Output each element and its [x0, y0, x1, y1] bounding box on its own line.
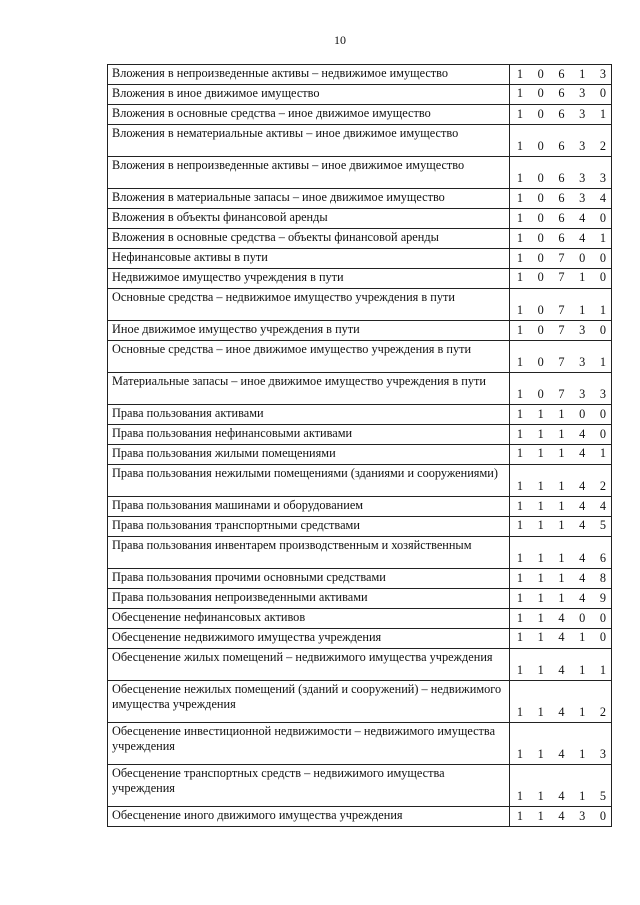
table-row — [108, 589, 612, 609]
table-row — [108, 629, 612, 649]
code-digit: 1 — [558, 446, 565, 460]
code-digit: 2 — [599, 139, 607, 153]
code-digit: 0 — [537, 323, 544, 337]
account-code-cell — [510, 629, 612, 649]
code-digit: 0 — [599, 211, 607, 225]
account-code-cell — [510, 289, 612, 321]
account-name-cell: Вложения в основные средства – иное движимое имущество — [108, 105, 510, 125]
code-digit: 1 — [516, 518, 524, 532]
code-digit: 1 — [537, 446, 544, 460]
code-digit: 1 — [537, 427, 544, 441]
accounts-table-body — [108, 65, 612, 827]
account-code-cell — [510, 497, 612, 517]
account-name-cell: Обесценение нежилых помещений (зданий и сооружений) – недвижимого имущества учреждения — [108, 681, 510, 723]
code-digit: 1 — [516, 303, 524, 317]
account-name-cell: Права пользования машинами и оборудованием — [108, 497, 510, 517]
code-digit: 0 — [537, 387, 544, 401]
code-digit: 1 — [579, 270, 586, 284]
account-code-cell — [510, 229, 612, 249]
account-code-cell — [510, 269, 612, 289]
code-digit: 1 — [516, 611, 524, 625]
code-digit: 1 — [537, 499, 544, 513]
code-digit: 7 — [558, 323, 565, 337]
account-code-cell — [510, 517, 612, 537]
code-digit: 3 — [579, 323, 586, 337]
code-digit: 4 — [599, 191, 607, 205]
table-row — [108, 125, 612, 157]
account-name-cell: Обесценение нефинансовых активов — [108, 609, 510, 629]
code-digit: 1 — [537, 571, 544, 585]
code-digit: 4 — [558, 705, 565, 719]
account-name-cell: Права пользования нефинансовыми активами — [108, 425, 510, 445]
code-digit: 1 — [537, 518, 544, 532]
table-row — [108, 445, 612, 465]
code-digit: 0 — [537, 86, 544, 100]
account-code — [510, 86, 611, 101]
code-digit: 1 — [599, 231, 607, 245]
code-digit: 1 — [516, 789, 524, 803]
code-digit: 1 — [579, 67, 586, 81]
account-name-cell: Вложения в объекты финансовой аренды — [108, 209, 510, 229]
account-code-cell — [510, 589, 612, 609]
code-digit: 1 — [516, 591, 524, 605]
code-digit: 1 — [516, 663, 524, 677]
code-digit: 0 — [599, 86, 607, 100]
table-row — [108, 229, 612, 249]
code-digit: 3 — [599, 171, 607, 185]
code-digit: 6 — [558, 86, 565, 100]
account-code — [510, 191, 611, 206]
account-name-cell: Права пользования жилыми помещениями — [108, 445, 510, 465]
code-digit: 3 — [579, 809, 586, 823]
account-name-cell: Права пользования транспортными средствами — [108, 517, 510, 537]
code-digit: 1 — [558, 518, 565, 532]
account-code — [510, 107, 611, 122]
account-name-cell: Иное движимое имущество учреждения в пути — [108, 321, 510, 341]
code-digit: 1 — [516, 139, 524, 153]
accounts-table — [107, 64, 612, 827]
code-digit: 1 — [516, 499, 524, 513]
account-code — [510, 427, 611, 442]
code-digit: 1 — [579, 747, 586, 761]
account-code — [510, 663, 611, 678]
code-digit: 1 — [579, 789, 586, 803]
code-digit: 7 — [558, 303, 565, 317]
code-digit: 1 — [558, 571, 565, 585]
code-digit: 1 — [599, 663, 607, 677]
account-code-cell — [510, 649, 612, 681]
account-code — [510, 518, 611, 533]
code-digit: 1 — [537, 630, 544, 644]
account-code-cell — [510, 341, 612, 373]
code-digit: 4 — [579, 499, 586, 513]
code-digit: 1 — [537, 747, 544, 761]
account-name-cell: Вложения в основные средства – объекты финансовой аренды — [108, 229, 510, 249]
table-row — [108, 609, 612, 629]
code-digit: 1 — [516, 446, 524, 460]
table-row — [108, 765, 612, 807]
account-name-cell: Основные средства – недвижимое имущество учреждения в пути — [108, 289, 510, 321]
code-digit: 4 — [558, 630, 565, 644]
code-digit: 1 — [579, 630, 586, 644]
table-row — [108, 341, 612, 373]
code-digit: 1 — [558, 499, 565, 513]
code-digit: 1 — [558, 427, 565, 441]
code-digit: 1 — [599, 355, 607, 369]
code-digit: 1 — [516, 211, 524, 225]
account-code-cell — [510, 405, 612, 425]
account-code — [510, 479, 611, 494]
code-digit: 0 — [579, 407, 586, 421]
code-digit: 1 — [516, 809, 524, 823]
account-code-cell — [510, 609, 612, 629]
code-digit: 1 — [516, 427, 524, 441]
code-digit: 0 — [537, 191, 544, 205]
account-name-cell: Вложения в материальные запасы – иное движимое имущество — [108, 189, 510, 209]
code-digit: 0 — [537, 355, 544, 369]
account-name-cell: Материальные запасы – иное движимое имущество учреждения в пути — [108, 373, 510, 405]
code-digit: 1 — [516, 747, 524, 761]
account-name-cell: Обесценение транспортных средств – недвижимого имущества учреждения — [108, 765, 510, 807]
account-code-cell — [510, 85, 612, 105]
account-code — [510, 270, 611, 285]
account-code-cell — [510, 465, 612, 497]
account-code — [510, 446, 611, 461]
code-digit: 3 — [579, 387, 586, 401]
account-name-cell: Обесценение недвижимого имущества учреждения — [108, 629, 510, 649]
code-digit: 4 — [579, 591, 586, 605]
account-name-cell: Основные средства – иное движимое имущество учреждения в пути — [108, 341, 510, 373]
account-code — [510, 139, 611, 154]
code-digit: 1 — [537, 705, 544, 719]
account-code — [510, 551, 611, 566]
code-digit: 3 — [599, 387, 607, 401]
code-digit: 1 — [516, 270, 524, 284]
code-digit: 0 — [599, 323, 607, 337]
code-digit: 1 — [558, 591, 565, 605]
account-code-cell — [510, 445, 612, 465]
code-digit: 3 — [579, 171, 586, 185]
code-digit: 7 — [558, 270, 565, 284]
table-row — [108, 321, 612, 341]
account-name-cell: Вложения в непроизведенные активы – недвижимое имущество — [108, 65, 510, 85]
code-digit: 0 — [599, 407, 607, 421]
code-digit: 6 — [599, 551, 607, 565]
account-code — [510, 747, 611, 762]
code-digit: 1 — [537, 789, 544, 803]
code-digit: 2 — [599, 479, 607, 493]
code-digit: 4 — [579, 446, 586, 460]
code-digit: 0 — [537, 211, 544, 225]
account-code-cell — [510, 65, 612, 85]
account-code-cell — [510, 537, 612, 569]
account-code — [510, 323, 611, 338]
page-number: 10 — [334, 33, 346, 47]
account-code-cell — [510, 105, 612, 125]
code-digit: 4 — [558, 611, 565, 625]
account-name-cell: Вложения в иное движимое имущество — [108, 85, 510, 105]
account-code — [510, 67, 611, 82]
account-code — [510, 171, 611, 186]
table-row — [108, 723, 612, 765]
code-digit: 1 — [516, 107, 524, 121]
table-row — [108, 681, 612, 723]
code-digit: 4 — [579, 231, 586, 245]
code-digit: 1 — [516, 387, 524, 401]
code-digit: 4 — [558, 663, 565, 677]
code-digit: 7 — [558, 387, 565, 401]
code-digit: 1 — [599, 303, 607, 317]
code-digit: 0 — [599, 270, 607, 284]
account-code-cell — [510, 249, 612, 269]
account-code-cell — [510, 723, 612, 765]
code-digit: 6 — [558, 107, 565, 121]
code-digit: 1 — [516, 171, 524, 185]
account-name-cell: Права пользования инвентарем производственным и хозяйственным — [108, 537, 510, 569]
code-digit: 4 — [579, 427, 586, 441]
account-name-cell: Права пользования нежилыми помещениями (зданиями и сооружениями) — [108, 465, 510, 497]
code-digit: 3 — [599, 67, 607, 81]
table-row — [108, 373, 612, 405]
code-digit: 1 — [537, 663, 544, 677]
account-name-cell: Недвижимое имущество учреждения в пути — [108, 269, 510, 289]
code-digit: 1 — [516, 479, 524, 493]
table-row — [108, 405, 612, 425]
account-code — [510, 355, 611, 370]
code-digit: 1 — [537, 591, 544, 605]
code-digit: 1 — [599, 107, 607, 121]
account-name-cell: Права пользования активами — [108, 405, 510, 425]
code-digit: 8 — [599, 571, 607, 585]
account-code — [510, 407, 611, 422]
table-row — [108, 497, 612, 517]
code-digit: 1 — [537, 809, 544, 823]
code-digit: 4 — [558, 789, 565, 803]
code-digit: 4 — [558, 809, 565, 823]
account-name-cell: Обесценение инвестиционной недвижимости – недвижимого имущества учреждения — [108, 723, 510, 765]
code-digit: 5 — [599, 789, 607, 803]
account-code-cell — [510, 807, 612, 827]
code-digit: 6 — [558, 211, 565, 225]
account-name-cell: Вложения в нематериальные активы – иное движимое имущество — [108, 125, 510, 157]
table-row — [108, 289, 612, 321]
code-digit: 1 — [537, 407, 544, 421]
code-digit: 4 — [579, 551, 586, 565]
account-code-cell — [510, 569, 612, 589]
code-digit: 1 — [599, 446, 607, 460]
code-digit: 0 — [599, 630, 607, 644]
account-name-cell: Права пользования непроизведенными активами — [108, 589, 510, 609]
code-digit: 3 — [579, 107, 586, 121]
code-digit: 3 — [579, 355, 586, 369]
code-digit: 1 — [516, 551, 524, 565]
table-row — [108, 249, 612, 269]
code-digit: 1 — [579, 705, 586, 719]
account-code — [510, 231, 611, 246]
code-digit: 3 — [599, 747, 607, 761]
code-digit: 0 — [537, 107, 544, 121]
account-code — [510, 303, 611, 318]
account-code — [510, 211, 611, 226]
code-digit: 5 — [599, 518, 607, 532]
code-digit: 4 — [579, 571, 586, 585]
code-digit: 4 — [579, 518, 586, 532]
code-digit: 1 — [558, 551, 565, 565]
code-digit: 4 — [599, 499, 607, 513]
code-digit: 1 — [579, 303, 586, 317]
table-row — [108, 105, 612, 125]
code-digit: 3 — [579, 86, 586, 100]
code-digit: 1 — [537, 551, 544, 565]
account-code — [510, 499, 611, 514]
account-code-cell — [510, 125, 612, 157]
code-digit: 6 — [558, 191, 565, 205]
account-code — [510, 705, 611, 720]
code-digit: 0 — [599, 251, 607, 265]
account-name-cell: Обесценение жилых помещений – недвижимого имущества учреждения — [108, 649, 510, 681]
code-digit: 1 — [516, 231, 524, 245]
code-digit: 3 — [579, 139, 586, 153]
code-digit: 0 — [537, 231, 544, 245]
code-digit: 1 — [558, 479, 565, 493]
account-name-cell: Обесценение иного движимого имущества учреждения — [108, 807, 510, 827]
code-digit: 1 — [516, 571, 524, 585]
code-digit: 1 — [537, 479, 544, 493]
account-code-cell — [510, 157, 612, 189]
code-digit: 7 — [558, 251, 565, 265]
code-digit: 6 — [558, 67, 565, 81]
code-digit: 1 — [516, 355, 524, 369]
code-digit: 3 — [579, 191, 586, 205]
account-code — [510, 251, 611, 266]
account-code — [510, 789, 611, 804]
table-row — [108, 517, 612, 537]
account-code-cell — [510, 681, 612, 723]
code-digit: 2 — [599, 705, 607, 719]
code-digit: 6 — [558, 171, 565, 185]
code-digit: 1 — [516, 323, 524, 337]
account-code — [510, 571, 611, 586]
table-row — [108, 189, 612, 209]
code-digit: 0 — [599, 427, 607, 441]
table-row — [108, 65, 612, 85]
code-digit: 6 — [558, 139, 565, 153]
table-row — [108, 537, 612, 569]
account-code-cell — [510, 189, 612, 209]
table-row — [108, 425, 612, 445]
code-digit: 4 — [579, 211, 586, 225]
code-digit: 1 — [516, 630, 524, 644]
table-row — [108, 465, 612, 497]
table-row — [108, 85, 612, 105]
table-row — [108, 807, 612, 827]
code-digit: 1 — [516, 407, 524, 421]
account-code — [510, 611, 611, 626]
code-digit: 4 — [579, 479, 586, 493]
account-code-cell — [510, 765, 612, 807]
account-code-cell — [510, 425, 612, 445]
code-digit: 0 — [579, 611, 586, 625]
code-digit: 1 — [516, 251, 524, 265]
account-name-cell: Права пользования прочими основными средствами — [108, 569, 510, 589]
table-row — [108, 157, 612, 189]
code-digit: 1 — [516, 67, 524, 81]
code-digit: 0 — [599, 611, 607, 625]
account-name-cell: Вложения в непроизведенные активы – иное движимое имущество — [108, 157, 510, 189]
code-digit: 0 — [537, 270, 544, 284]
table-row — [108, 269, 612, 289]
table-row — [108, 569, 612, 589]
code-digit: 1 — [579, 663, 586, 677]
code-digit: 1 — [516, 705, 524, 719]
account-code-cell — [510, 321, 612, 341]
code-digit: 0 — [537, 139, 544, 153]
table-row — [108, 209, 612, 229]
code-digit: 0 — [537, 171, 544, 185]
table-row — [108, 649, 612, 681]
code-digit: 0 — [599, 809, 607, 823]
code-digit: 4 — [558, 747, 565, 761]
code-digit: 0 — [579, 251, 586, 265]
account-code-cell — [510, 373, 612, 405]
code-digit: 6 — [558, 231, 565, 245]
code-digit: 0 — [537, 67, 544, 81]
code-digit: 1 — [558, 407, 565, 421]
account-code-cell — [510, 209, 612, 229]
code-digit: 7 — [558, 355, 565, 369]
code-digit: 1 — [516, 191, 524, 205]
code-digit: 0 — [537, 303, 544, 317]
account-code — [510, 387, 611, 402]
account-name-cell: Нефинансовые активы в пути — [108, 249, 510, 269]
account-code — [510, 809, 611, 824]
code-digit: 1 — [516, 86, 524, 100]
code-digit: 1 — [537, 611, 544, 625]
account-code — [510, 591, 611, 606]
code-digit: 9 — [599, 591, 607, 605]
account-code — [510, 630, 611, 645]
code-digit: 0 — [537, 251, 544, 265]
